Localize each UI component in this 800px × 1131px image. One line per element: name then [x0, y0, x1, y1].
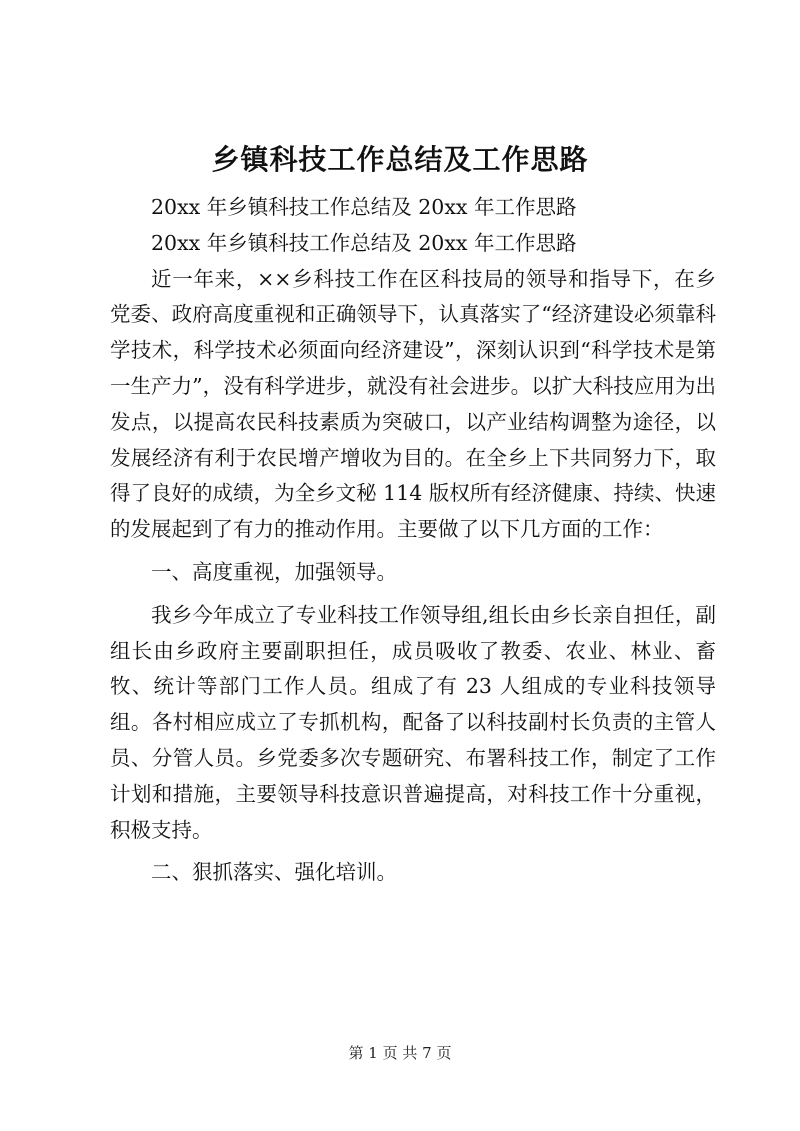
document-title: 乡镇科技工作总结及工作思路	[211, 143, 589, 176]
section-heading-1: 一、高度重视，加强领导。	[151, 559, 397, 584]
document-body	[110, 190, 716, 891]
subtitle-line-1: 20xx 年乡镇科技工作总结及 20xx 年工作思路	[151, 195, 577, 219]
section-heading-2: 二、狠抓落实、强化培训。	[151, 860, 397, 885]
paragraph-leadership: 我乡今年成立了专业科技工作领导组,组长由乡长亲自担任，副组长由乡政府主要副职担任，成员吸收了教委、农业、林业、畜牧、统计等部门工作人员。组成了有 23 人组成的专业科技领导组。各村相应成立了专抓机构，配备了以科技副村长负责的主管人员、分管人员。乡党委多次专题研究、布署科技工作，制定了工作计划和措施，主要领导科技意识普遍提高，对科技工作十分重视，积极支持。	[110, 602, 716, 842]
subtitle-line-2: 20xx 年乡镇科技工作总结及 20xx 年工作思路	[151, 230, 577, 255]
page-footer: 第 1 页 共 7 页	[348, 1044, 452, 1062]
paragraph-intro: 近一年来，××乡科技工作在区科技局的领导和指导下，在乡党委、政府高度重视和正确领导下，认真落实了“经济建设必须靠科学技术，科学技术必须面向经济建设”，深刻认识到“科学技术是第一生产力”，没有科学进步，就没有社会进步。以扩大科技应用为出发点，以提高农民科技素质为突破口，以产业结构调整为途径，以发展经济有利于农民增产增收为目的。在全乡上下共同努力下，取得了良好的成绩，为全乡文秘 114 版权所有经济健康、持续、快速的发展起到了有力的推动作用。主要做了以下几方面的工作：	[110, 266, 716, 542]
